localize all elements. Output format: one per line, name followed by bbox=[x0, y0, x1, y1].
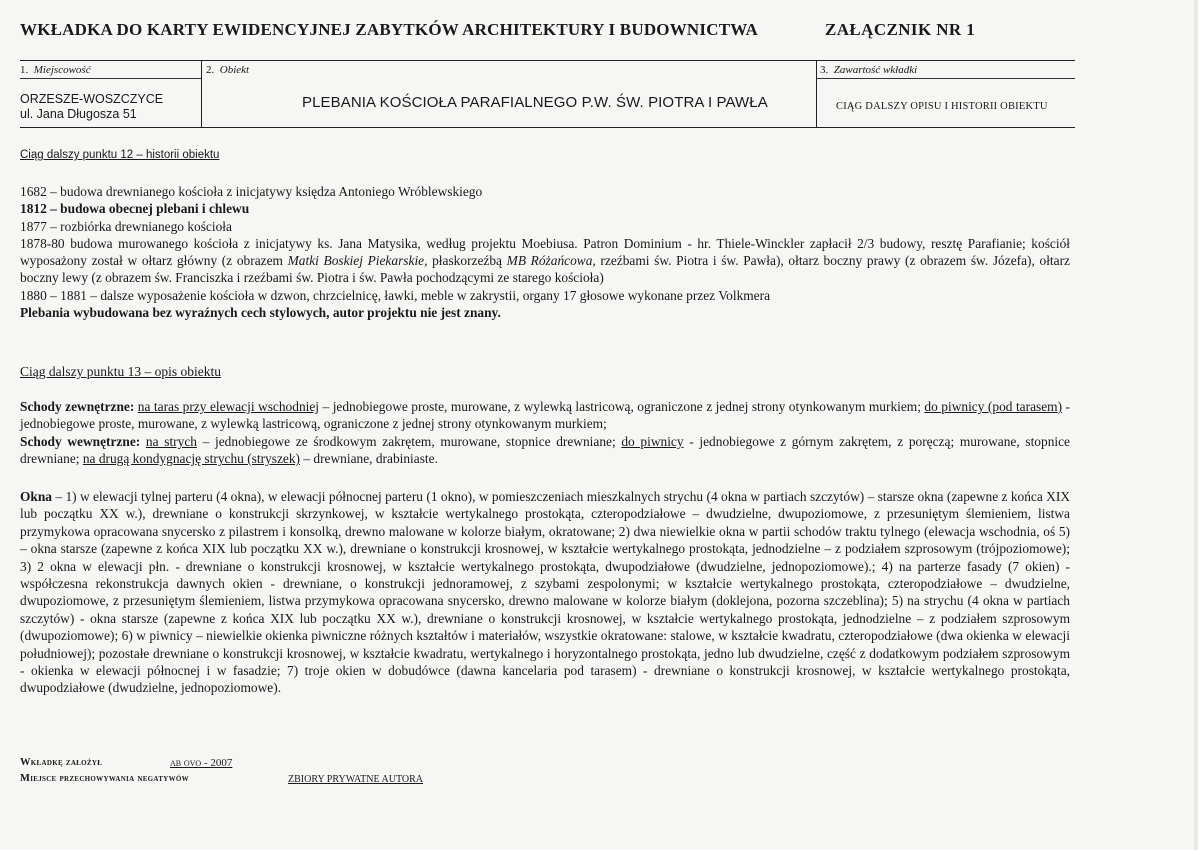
street-address: ul. Jana Długosza 51 bbox=[20, 107, 137, 121]
windows-description bbox=[20, 488, 1070, 697]
history-section bbox=[20, 183, 1070, 321]
town-name: ORZESZE-WOSZCZYCE bbox=[20, 92, 164, 106]
field-label-object: 2. Obiekt bbox=[206, 64, 250, 76]
contents-value: CIĄG DALSZY OPISU I HISTORII OBIEKTU bbox=[836, 101, 1048, 112]
label-underline bbox=[20, 78, 201, 79]
description-heading: Ciąg dalszy punktu 13 – opis obiektu bbox=[20, 364, 221, 379]
footer-row-storage bbox=[20, 773, 424, 789]
column-divider bbox=[201, 61, 202, 127]
history-entry: 1682 – budowa drewnianego kościoła z inicjatywy księdza Antoniego Wróblewskiego bbox=[20, 184, 483, 199]
history-summary: Plebania wybudowana bez wyraźnych cech stylowych, autor projektu nie jest znany. bbox=[20, 305, 501, 321]
annex-number: ZAŁĄCZNIK NR 1 bbox=[825, 20, 976, 39]
scan-edge bbox=[1194, 0, 1198, 850]
internal-stairs-paragraph: Schody wewnętrzne: na strych – jednobiegowe ze środkowym zakrętem, murowane, stopnice drewniane; do piwnicy - jednobiegowe z górnym zakrętem, z poręczą; murowane, stopnice drewniane; na drugą kondygnację strychu (stryszek) – drewniane, drabiniaste. bbox=[20, 433, 1071, 467]
windows-paragraph: Okna – 1) w elewacji tylnej parteru (4 okna), w elewacji północnej parteru (1 okno), w pomieszczeniach mieszkalnych strychu (4 okna w partiach szczytów) – starsze okna (zapewne z końca XIX lub początku XX w.), drewniane o konstrukcji skrzynkowej, w kształcie wertykalnego prostokąta, czteropodziałowe – dwudzielne, dwupoziomowe, z przesuniętym ślemieniem, listwa przymykowa opracowana snycersko z pilastrem i konsolką, drewno malowane w kolorze białym, okratowane; 2) dwa niewielkie okna w partii schodów traktu tylnego (elewacja wschodnia, oś 5) – okna starsze (zapewne z końca XIX lub początku XX w.), drewniane o konstrukcji krosnowej, w kształcie wertykalnego prostokąta, jednodzielne – z podziałem szprosowym (trójpoziomowe); 3) 2 okna w elewacji płn. - drewniane o konstrukcji krosnowej, w kształcie wertykalnego prostokąta, dwupodziałowe (dwudzielne, jednopoziomowe).; 4) na parterze fasady (7 okien) - współczesna rekonstrukcja dawnych okien - drewniane, o konstrukcji jednoramowej, z szybami zespolonymi; w kształcie wertykalnego prostokąta, czteropodziałowe – dwudzielne, dwupoziomowe, z przesuniętym ślemieniem, listwa przymykowa opracowana snycersko, drewno malowane w kolorze białym (doklejona, pozorna szczeblina); 5) na strychu (4 okna w partiach szczytów) - okna starsze (zapewne z końca XIX lub początku XX w.), drewniane o konstrukcji krosnowej, w kształcie wertykalnego prostokąta, jednodzielne – z podziałem szprosowym (dwupoziomowe); 6) w piwnicy – niewielkie okienka piwniczne różnych kształtów i materiałów, wszystkie okratowane: stalowe, w kształcie kwadratu, czteropodziałowe (dwa okienka w elewacji południowej); pozostałe drewniane o konstrukcji krosnowej, w kształcie kwadratu, wertykalnego i horyzontalnego prostokąta, jedno lub dwudzielne, część z dodatkowym podziałem szprosowym - okienka w elewacji północnej i w fasadzie; 7) troje okien w dobudówce (dawna kancelaria pod tarasem) - drewniane o konstrukcji krosnowej, w kształcie wertykalnego prostokąta, dwupodziałowe (dwudzielne, jednopoziomowe). bbox=[20, 489, 1070, 696]
stairs-description bbox=[20, 398, 1070, 468]
label-underline bbox=[816, 78, 1075, 79]
form-header-box bbox=[20, 60, 1075, 128]
footer-row-author bbox=[20, 757, 233, 773]
history-heading: Ciąg dalszy punktu 12 – historii obiektu bbox=[20, 149, 220, 161]
town-value bbox=[20, 92, 163, 122]
column-divider bbox=[816, 61, 817, 127]
external-stairs-paragraph: Schody zewnętrzne: na taras przy elewacji wschodniej – jednobiegowe proste, murowane, z wylewką lastricową, ograniczone z jednej strony otynkowanym murkiem; do piwnicy (pod tarasem) - jednobiegowe proste, murowane, z wylewką lastricową, ograniczone z jednej strony otynkowanym murkiem; bbox=[20, 399, 1070, 432]
field-label-contents: 3. Zawartość wkładki bbox=[820, 64, 918, 76]
field-label-town: 1. Miejscowość bbox=[20, 64, 91, 76]
document-title: WKŁADKA DO KARTY EWIDENCYJNEJ ZABYTKÓW ARCHITEKTURY I BUDOWNICTWA bbox=[20, 20, 759, 39]
history-entry: 1877 – rozbiórka drewnianego kościoła bbox=[20, 218, 232, 234]
history-entry: 1880 – 1881 – dalsze wyposażenie kościoła w dzwon, chrzcielnicę, ławki, meble w zakrystii, organy 17 głosowe wykonane przez Volkmera bbox=[20, 287, 771, 303]
negative-storage-value: ZBIORY PRYWATNE AUTORA bbox=[288, 774, 424, 785]
insert-author-label: Wkładkę założył bbox=[20, 757, 103, 768]
negative-storage-label: Miejsce przechowywania negatywów bbox=[20, 773, 189, 784]
history-entry: 1812 – budowa obecnej plebani i chlewu bbox=[20, 201, 250, 217]
object-name: PLEBANIA KOŚCIOŁA PARAFIALNEGO P.W. ŚW. PIOTRA I PAWŁA bbox=[302, 94, 768, 111]
footer bbox=[20, 757, 424, 789]
insert-author-value: ab ovo - 2007 bbox=[170, 757, 233, 769]
history-entry: 1878-80 budowa murowanego kościoła z inicjatywy ks. Jana Matysika, według projektu Moebiusa. Patron Dominium - hr. Thiele-Winckler zapłacił 2/3 budowy, resztę Parafianie; kościół wyposażony został w ołtarz główny (z obrazem Matki Boskiej Piekarskie, płaskorzeźbą MB Różańcowa, rzeźbami św. Piotra i św. Pawła), ołtarz boczny prawy (z obrazem św. Józefa), ołtarz boczny lewy (z obrazem św. Franciszka i rzeźbami św. Piotra i św. Pawła pochodzącymi ze starego kościoła) bbox=[20, 235, 1070, 286]
